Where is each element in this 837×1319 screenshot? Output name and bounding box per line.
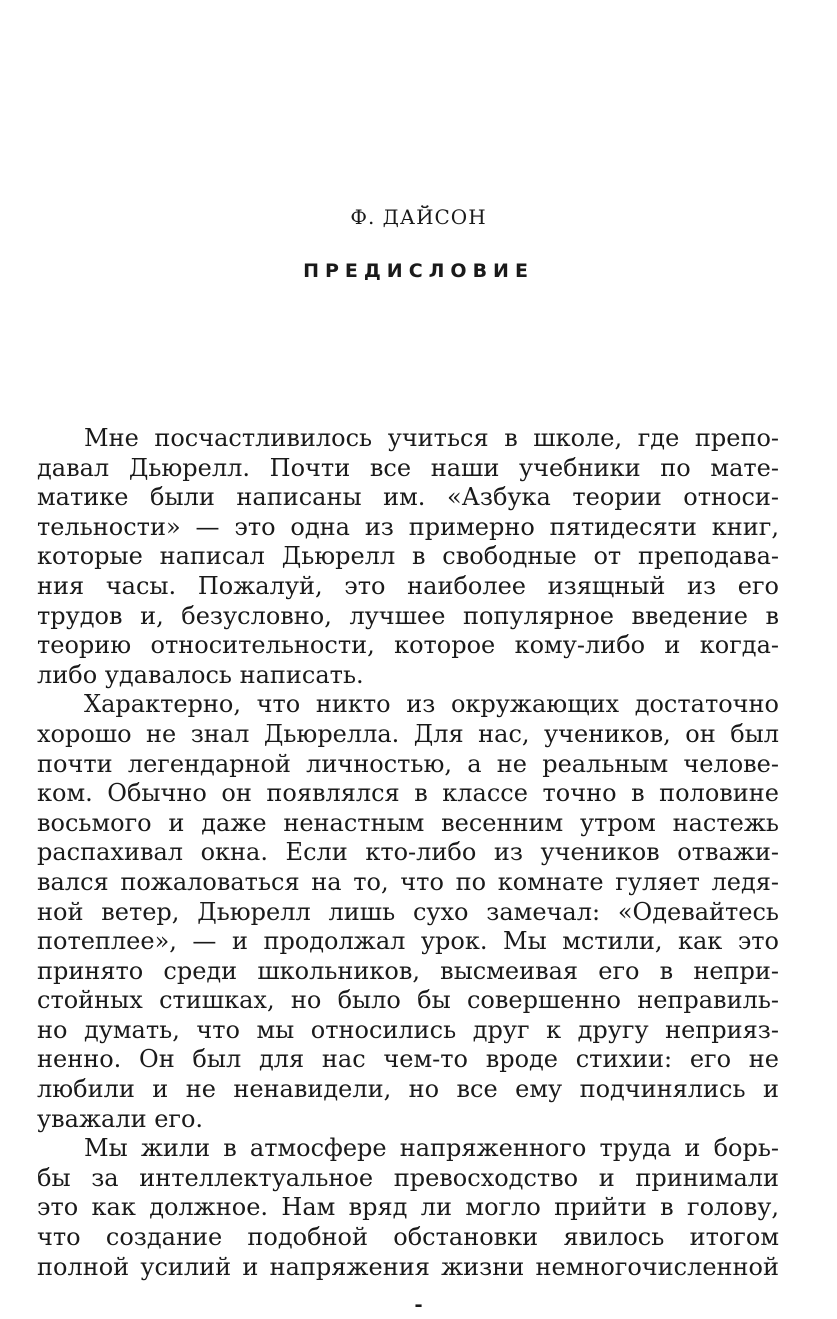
text-line: принято среди школьников, высмеивая его в непри- (37, 956, 779, 985)
text-line: полной усилий и напряжения жизни немногочисленной (37, 1252, 779, 1281)
text-line: тельности» — это одна из примерно пятидесяти книг, (37, 512, 779, 541)
text-line: Мне посчастливилось учиться в школе, где препо- (84, 424, 779, 452)
text-line: распахивал окна. Если кто-либо из учеников отважи- (37, 838, 779, 867)
text-line: хорошо не знал Дьюрелла. Для нас, учеников, он был (37, 719, 779, 748)
text-line: которые написал Дьюрелл в свободные от преподава- (37, 542, 779, 571)
text-line: стойных стишках, но было бы совершенно неправиль- (37, 986, 779, 1015)
text-line: теорию относительности, которое кому-либо и когда- (37, 631, 779, 660)
text-line: восьмого и даже ненастным весенним утром настежь (37, 808, 779, 837)
text-line: потеплее», — и продолжал урок. Мы мстили, как это (37, 927, 779, 956)
section-heading: ПРЕДИСЛОВИЕ (303, 260, 534, 282)
text-line: либо удавалось написать. (37, 660, 364, 689)
text-line: бы за интеллектуальное превосходство и принимали (37, 1163, 779, 1192)
text-line: ния часы. Пожалуй, это наиболее изящный из его (37, 571, 779, 600)
author-name: Ф. ДАЙСОН (350, 205, 487, 229)
text-line: это как должное. Нам вряд ли могло прийти в голову, (37, 1193, 779, 1222)
text-line: почти легендарной личностью, а не реальным челове- (37, 749, 779, 778)
text-line: что создание подобной обстановки явилось итогом (37, 1223, 779, 1252)
text-line: вался пожаловаться на то, что по комнате гуляет ледя- (37, 867, 779, 896)
text-line: давал Дьюрелл. Почти все наши учебники по мате- (37, 453, 779, 482)
page-folio-mark: - (414, 1292, 423, 1316)
text-line: Мы жили в атмосфере напряженного труда и борь- (84, 1134, 779, 1163)
text-line: уважали его. (37, 1104, 204, 1133)
body-text (37, 424, 779, 1282)
text-line: ненно. Он был для нас чем-то вроде стихии: его не (37, 1045, 779, 1074)
text-line: трудов и, безусловно, лучшее популярное введение в (37, 601, 779, 630)
text-line: матике были написаны им. «Азбука теории относи- (37, 483, 779, 512)
text-line: ком. Обычно он появлялся в классе точно в половине (37, 779, 779, 808)
text-line: любили и не ненавидели, но все ему подчинялись и (37, 1075, 779, 1104)
text-line: Характерно, что никто из окружающих достаточно (84, 690, 779, 719)
text-line: но думать, что мы относились друг к другу неприяз- (37, 1015, 779, 1044)
text-line: ной ветер, Дьюрелл лишь сухо замечал: «Одевайтесь (37, 897, 779, 926)
